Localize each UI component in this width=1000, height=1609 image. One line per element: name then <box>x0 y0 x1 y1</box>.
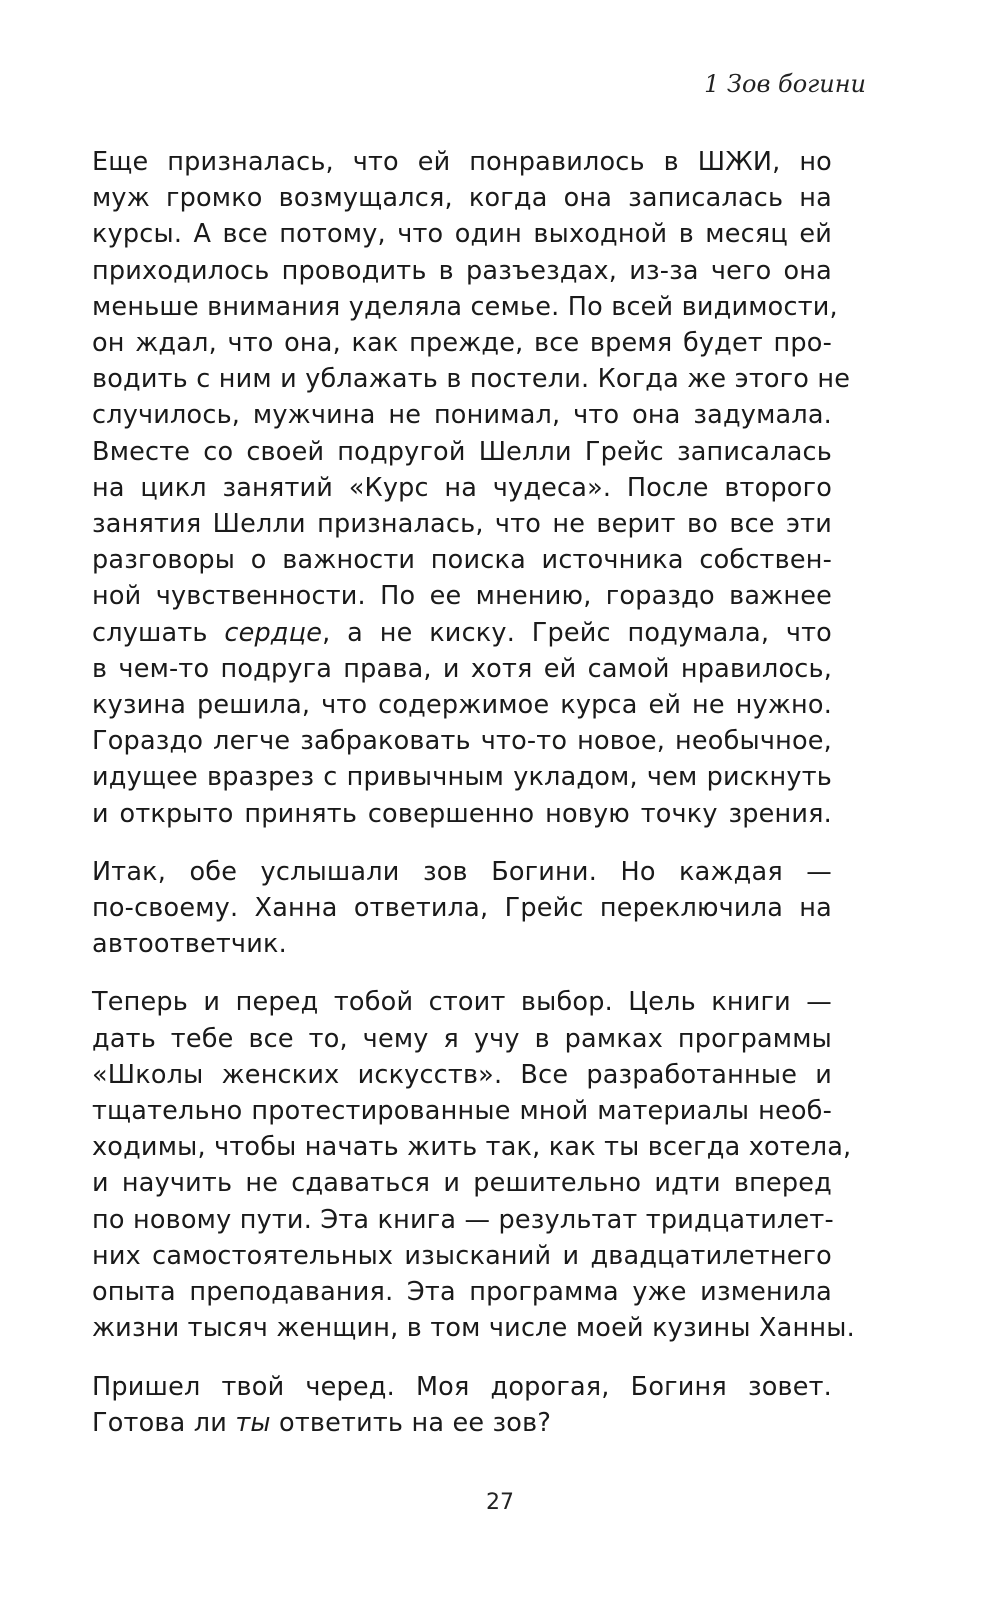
text-line: водить с ним и ублажать в постели. Когда же этого не <box>92 364 851 395</box>
text-line: них самостоятельных изысканий и двадцатилетнего <box>92 1240 832 1271</box>
text-line: меньше внимания уделяла семье. По всей видимости, <box>92 291 838 322</box>
text-line: кузина решила, что содержимое курса ей не нужно. <box>92 690 832 721</box>
text-line: курсы. А все потому, что один выходной в месяц ей <box>92 219 832 250</box>
text-line: приходилось проводить в разъездах, из-за чего она <box>92 255 832 286</box>
text-segment: слушать <box>92 617 225 648</box>
text-line: в чем-то подруга права, и хотя ей самой нравилось, <box>92 653 832 684</box>
text-line: ной чувственности. По ее мнению, гораздо важнее <box>92 581 832 612</box>
body-text <box>92 144 855 1463</box>
emphasis-word: сердце <box>224 617 323 648</box>
text-line: Итак, обе услышали зов Богини. Но каждая — <box>92 856 832 887</box>
paragraph-4 <box>92 1369 832 1441</box>
text-segment: Готова ли <box>92 1407 236 1438</box>
text-line: и научить не сдаваться и решительно идти вперед <box>92 1168 832 1199</box>
text-line: «Школы женских искусств». Все разработанные и <box>92 1059 832 1090</box>
text-line: и открыто принять совершенно новую точку зрения. <box>92 798 832 829</box>
text-line: ходимы, чтобы начать жить так, как ты всегда хотела, <box>92 1132 852 1163</box>
text-line: по новому пути. Эта книга — результат тридцатилет- <box>92 1204 834 1235</box>
page-number: 27 <box>486 1490 514 1515</box>
text-segment: , а не киску. Грейс подумала, что <box>322 617 832 648</box>
text-line: опыта преподавания. Эта программа уже изменила <box>92 1277 832 1308</box>
paragraph-2 <box>92 854 832 963</box>
text-line: жизни тысяч женщин, в том числе моей кузины Ханны. <box>92 1313 855 1344</box>
text-line: Пришел твой черед. Моя дорогая, Богиня зовет. <box>92 1371 832 1402</box>
text-line-with-emphasis <box>92 615 832 651</box>
text-line: Еще призналась, что ей понравилось в ШЖИ, но <box>92 147 832 177</box>
text-line: он ждал, что она, как прежде, все время будет про- <box>92 328 832 359</box>
text-line: случилось, мужчина не понимал, что она задумала. <box>92 400 832 431</box>
text-line: автоответчик. <box>92 929 287 960</box>
text-line: Гораздо легче забраковать что-то новое, необычное, <box>92 726 832 757</box>
text-line-with-emphasis <box>92 1405 832 1441</box>
text-line: по-своему. Ханна ответила, Грейс переключила на <box>92 893 832 924</box>
text-line: муж громко возмущался, когда она записалась на <box>92 183 832 214</box>
text-line: на цикл занятий «Курс на чудеса». После второго <box>92 472 832 503</box>
emphasis-word: ты <box>235 1407 271 1438</box>
paragraph-3 <box>92 984 855 1346</box>
text-line: Вместе со своей подругой Шелли Грейс записалась <box>92 436 832 467</box>
text-line: идущее вразрез с привычным укладом, чем рискнуть <box>92 762 832 793</box>
text-line: разговоры о важности поиска источника собствен- <box>92 545 832 576</box>
running-header: 1 Зов богини <box>704 70 866 98</box>
text-line: занятия Шелли призналась, что не верит во все эти <box>92 509 832 540</box>
text-line: тщательно протестированные мной материалы необ- <box>92 1096 832 1127</box>
text-line: Теперь и перед тобой стоит выбор. Цель книги — <box>92 987 832 1018</box>
text-line: дать тебе все то, чему я учу в рамках программы <box>92 1023 832 1054</box>
text-segment: ответить на ее зов? <box>270 1407 552 1438</box>
paragraph-1 <box>92 144 851 832</box>
